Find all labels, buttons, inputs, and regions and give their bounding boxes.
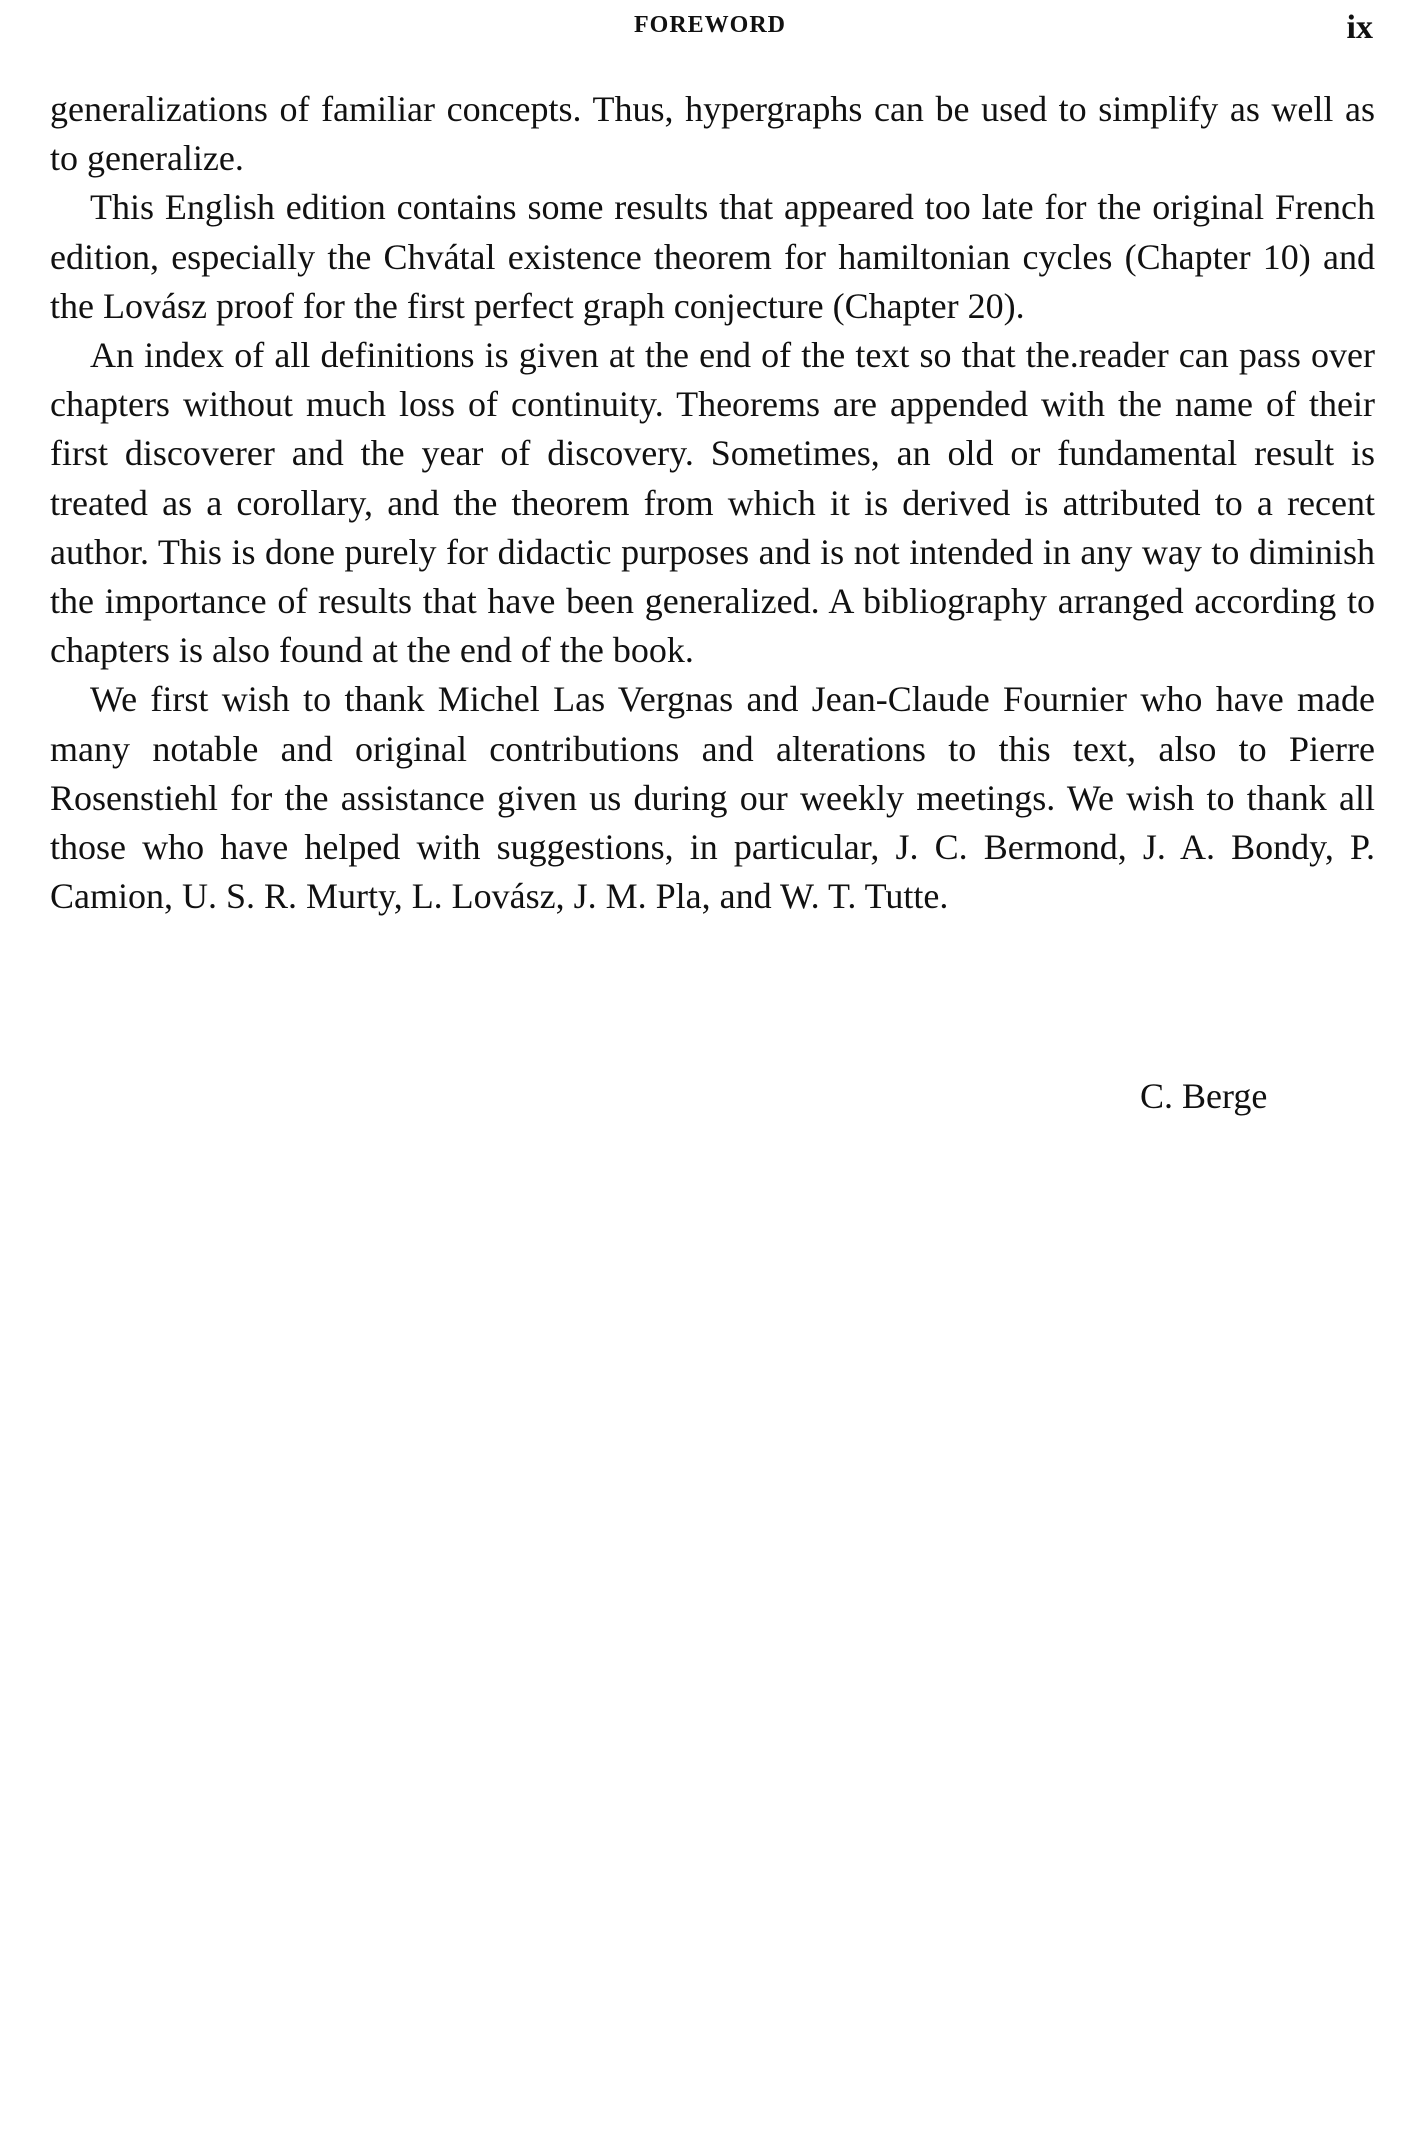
running-head	[0, 9, 1420, 52]
page-number: ix	[1346, 9, 1373, 46]
paragraph-continuation: generalizations of familiar concepts. Thus, hypergraphs can be used to simplify as well as to generalize.	[50, 89, 1375, 179]
paragraph-english-edition: This English edition contains some results that appeared too late for the original French edition, especially the Chvátal existence theorem for hamiltonian cycles (Chapter 10) and the Lovász proof for the first perfect graph conjecture (Chapter 20).	[50, 187, 1375, 326]
paragraph-acknowledgements: We first wish to thank Michel Las Vergnas and Jean-Claude Fournier who have made many notable and original contributions and alterations to this text, also to Pierre Rosenstiehl for the assistance given us during our weekly meetings. We wish to thank all those who have helped with suggestions, in particular, J. C. Bermond, J. A. Bondy, P. Camion, U. S. R. Murty, L. Lovász, J. M. Pla, and W. T. Tutte.	[50, 679, 1375, 917]
author-signature: C. Berge	[1140, 1076, 1268, 1116]
foreword-text	[50, 85, 1375, 921]
running-title: FOREWORD	[634, 12, 786, 38]
paragraph-index: An index of all definitions is given at the end of the text so that the.reader can pass over chapters without much loss of continuity. Theorems are appended with the name of their first discoverer and the year of discovery. Sometimes, an old or fundamental result is treated as a corollary, and the theorem from which it is derived is attributed to a recent author. This is done purely for didactic purposes and is not intended in any way to diminish the importance of results that have been generalized. A bibliography arranged according to chapters is also found at the end of the book.	[50, 335, 1375, 671]
